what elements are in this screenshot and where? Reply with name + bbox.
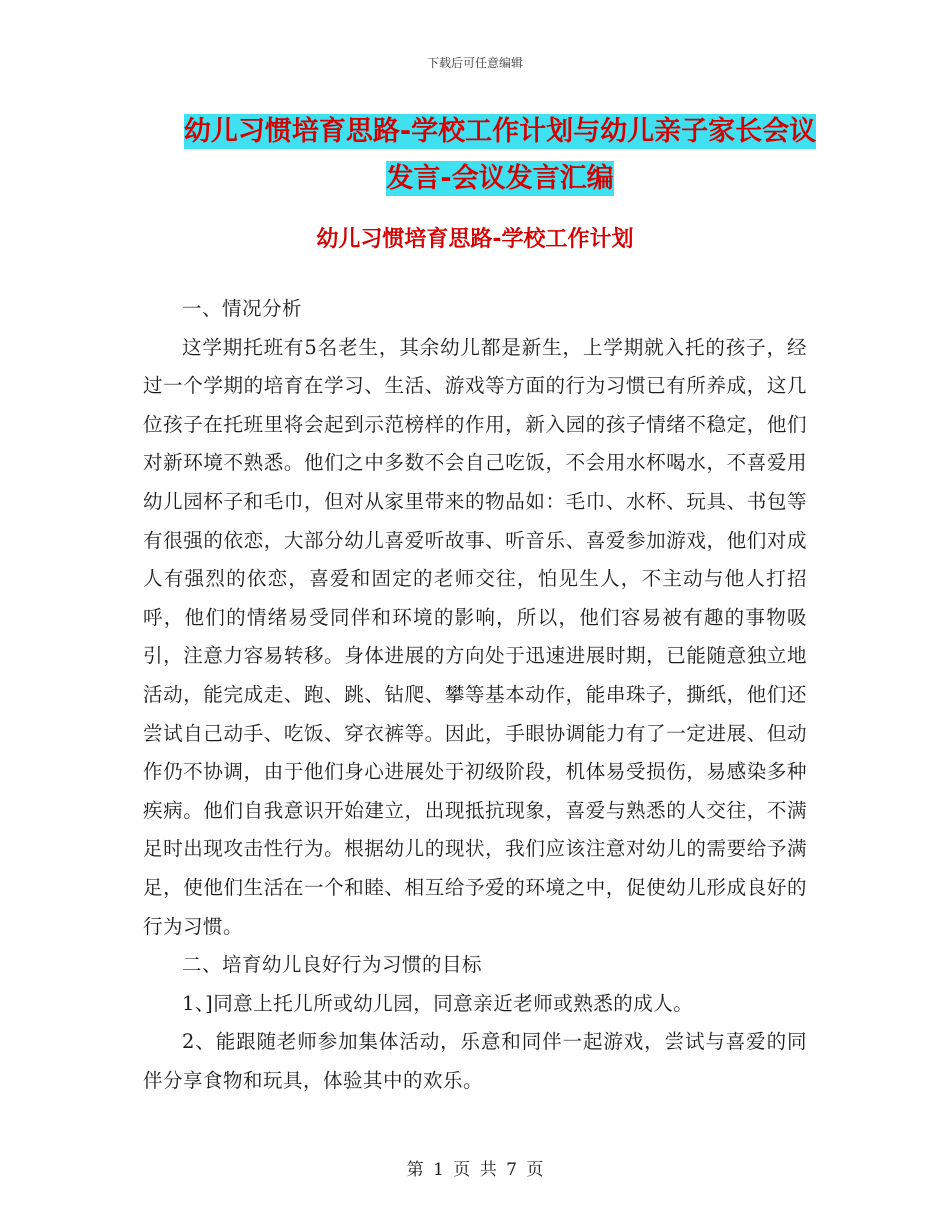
document-title-line-1: 幼儿习惯培育思路-学校工作计划与幼儿亲子家长会议 (183, 116, 817, 147)
goal-item-1: 1、]同意上托儿所或幼儿园，同意亲近老师或熟悉的成人。 (182, 991, 694, 1015)
heading-goals: 二、培育幼儿良好行为习惯的目标 (182, 953, 483, 977)
document-title (140, 108, 860, 202)
header-note: 下载后可任意编辑 (426, 56, 523, 70)
goal-item-2: 2、能跟随老师参加集体活动，乐意和同伴一起游戏，尝试与喜爱的同伴分享食物和玩具，体验其中的欢乐。 (143, 1030, 807, 1092)
section-title: 幼儿习惯培育思路-学校工作计划 (316, 227, 634, 252)
paragraph-situation-detail: 这学期托班有5名老生，其余幼儿都是新生，上学期就入托的孩子，经过一个学期的培育在学习、生活、游戏等方面的行为习惯已有所养成，这几位孩子在托班里将会起到示范榜样的作用，新入园的孩子情绪不稳定，他们对新环境不熟悉。他们之中多数不会自己吃饭，不会用水杯喝水，不喜爱用幼儿园杯子和毛巾，但对从家里带来的物品如：毛巾、水杯、玩具、书包等有很强的依恋，大部分幼儿喜爱听故事、听音乐、喜爱参加游戏，他们对成人有强烈的依恋，喜爱和固定的老师交往，怕见生人，不主动与他人打招呼，他们的情绪易受同伴和环境的影响，所以，他们容易被有趣的事物吸引，注意力容易转移。身体进展的方向处于迅速进展时期，已能随意独立地活动，能完成走、跑、跳、钻爬、攀等基本动作，能串珠子，撕纸，他们还尝试自己动手、吃饭、穿衣裤等。因此，手眼协调能力有了一定进展、但动作仍不协调，由于他们身心进展处于初级阶段，机体易受损伤，易感染多种疾病。他们自我意识开始建立，出现抵抗现象，喜爱与熟悉的人交往，不满足时出现攻击性行为。根据幼儿的现状，我们应该注意对幼儿的需要给予满足，使他们生活在一个和睦、相互给予爱的环境之中，促使幼儿形成良好的行为习惯。 (143, 335, 807, 938)
heading-situation-analysis: 一、情况分析 (182, 297, 303, 320)
document-title-line-2: 发言-会议发言汇编 (386, 163, 614, 194)
page-number: 第 1 页 共 7 页 (406, 1160, 544, 1180)
body-text (143, 290, 807, 1100)
